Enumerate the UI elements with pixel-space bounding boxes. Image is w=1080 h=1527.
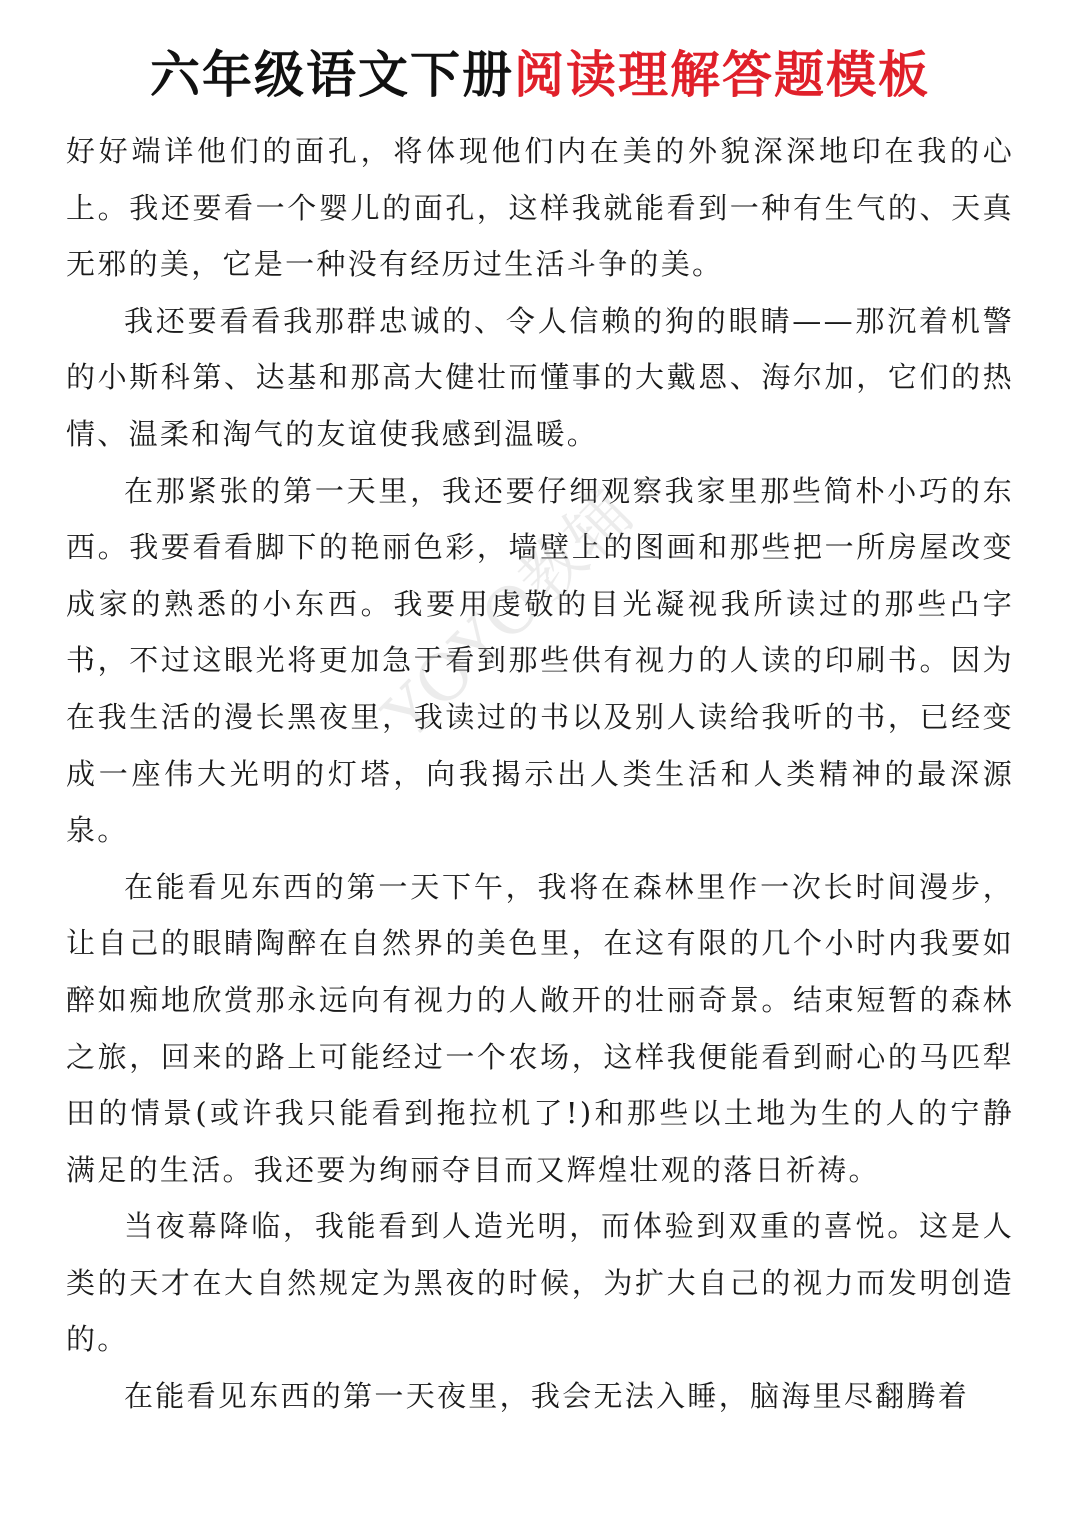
paragraph-5: 当夜幕降临，我能看到人造光明，而体验到双重的喜悦。这是人类的天才在大自然规定为黑夜的时候，为扩大自己的视力而发明创造的。 (66, 1209, 1014, 1357)
page-title-grade: 六年级语文下册 (150, 46, 514, 104)
paragraph-3: 在那紧张的第一天里，我还要仔细观察我家里那些简朴小巧的东西。我要看看脚下的艳丽色彩，墙壁上的图画和那些把一所房屋改变成家的熟悉的小东西。我要用虔敬的目光凝视我所读过的那些凸字书，不过这眼光将更加急于看到那些供有视力的人读的印刷书。因为在我生活的漫长黑夜里，我读过的书以及别人读给我听的书，已经变成一座伟大光明的灯塔，向我揭示出人类生活和人类精神的最深源泉。 (66, 473, 1014, 848)
page-title (0, 40, 1080, 110)
article-body (66, 123, 1014, 1425)
page-title-topic: 阅读理解答题模板 (514, 46, 930, 104)
paragraph-6: 在能看见东西的第一天夜里，我会无法入睡，脑海里尽翻腾着 (124, 1379, 970, 1414)
paragraph-4: 在能看见东西的第一天下午，我将在森林里作一次长时间漫步，让自己的眼睛陶醉在自然界的美色里，在这有限的几个小时内我要如醉如痴地欣赏那永远向有视力的人敞开的壮丽奇景。结束短暂的森林之旅，回来的路上可能经过一个农场，这样我便能看到耐心的马匹犁田的情景(或许我只能看到拖拉机了!)和那些以土地为生的人的宁静满足的生活。我还要为绚丽夺目而又辉煌壮观的落日祈祷。 (66, 869, 1014, 1187)
paragraph-1: 好好端详他们的面孔，将体现他们内在美的外貌深深地印在我的心上。我还要看一个婴儿的面孔，这样我就能看到一种有生气的、天真无邪的美，它是一种没有经历过生活斗争的美。 (66, 134, 1014, 282)
paragraph-2: 我还要看看我那群忠诚的、令人信赖的狗的眼睛——那沉着机警的小斯科第、达基和那高大健壮而懂事的大戴恩、海尔加，它们的热情、温柔和淘气的友谊使我感到温暖。 (66, 303, 1014, 451)
watermark: YOYO教辅 (370, 476, 648, 753)
